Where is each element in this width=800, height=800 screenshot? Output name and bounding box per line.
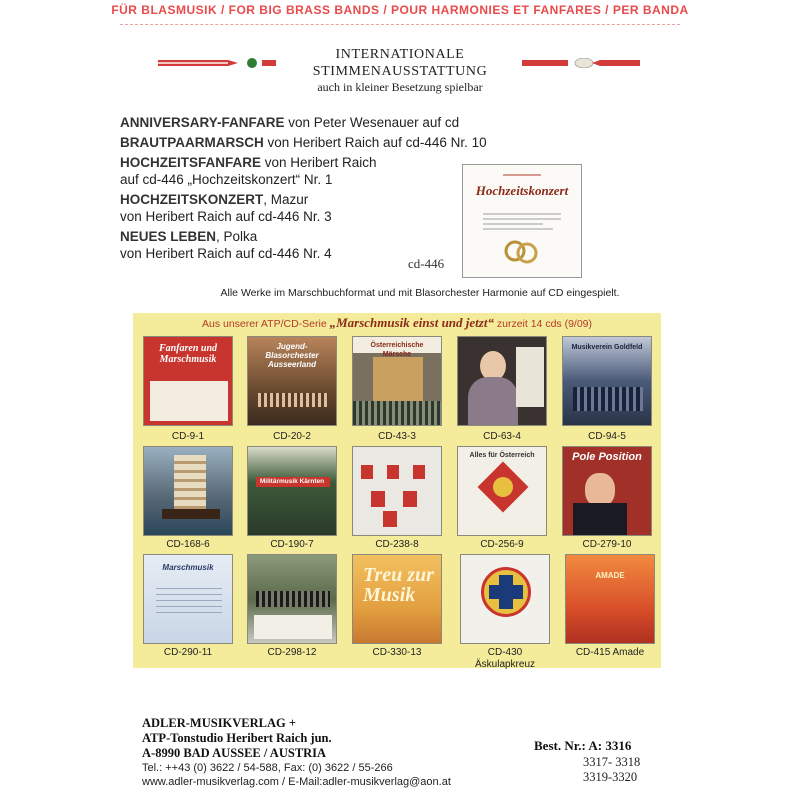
cd-label: CD-190-7 <box>270 539 314 550</box>
web-email: www.adler-musikverlag.com / E-Mail:adler-musikverlag@aon.at <box>142 776 451 788</box>
publisher-contact <box>142 761 451 789</box>
work-title: HOCHZEITSKONZERT <box>120 192 264 207</box>
work-title: HOCHZEITSFANFARE <box>120 155 262 170</box>
wedding-rings-icon <box>463 165 581 277</box>
series-prefix: Aus unserer ATP/CD-Serie <box>201 318 327 330</box>
cd-label: CD-279-10 <box>582 539 632 550</box>
recording-note: Alle Werke im Marschbuchformat und mit Blasorchester Harmonie auf CD eingespielt. <box>220 287 620 299</box>
cd-cover[interactable] <box>352 554 442 644</box>
order-number-3: 3319-3320 <box>583 770 638 784</box>
cd-label: CD-9-1 <box>171 431 205 442</box>
series-name: „Marschmusik einst und jetzt“ <box>329 315 494 330</box>
cd-label-2: Äskulapkreuz <box>474 659 536 670</box>
cd-series-header <box>133 315 661 331</box>
heading-line-1: INTERNATIONALE <box>335 47 465 62</box>
work-detail-line-2: auf cd-446 „Hochzeitskonzert“ Nr. 1 <box>120 172 333 187</box>
cd-label: CD-256-9 <box>480 539 524 550</box>
work-item <box>120 134 560 151</box>
work-detail: von Heribert Raich <box>261 155 377 170</box>
work-title: NEUES LEBEN <box>120 229 217 244</box>
cd-cover-title: Alles für Österreich <box>469 452 535 459</box>
cd-cover[interactable] <box>562 336 652 426</box>
top-banner: FÜR BLASMUSIK / FOR BIG BRASS BANDS / POUR HARMONIES ET FANFARES / PER BANDA <box>111 3 689 17</box>
heading-line-3: auch in kleiner Besetzung spielbar <box>317 80 483 94</box>
heading-line-2: STIMMENAUSSTATTUNG <box>312 64 488 79</box>
featured-cd-title: Hochzeitskonzert <box>475 183 569 198</box>
cd-label: CD-430 <box>487 647 523 658</box>
cd-label: CD-415 Amade <box>575 647 645 658</box>
work-item <box>120 114 560 131</box>
cd-label: CD-298-12 <box>267 647 317 658</box>
cd-label: CD-168-6 <box>166 539 210 550</box>
work-detail: von Peter Wesenauer auf cd <box>284 115 460 130</box>
work-title: BRAUTPAARMARSCH <box>120 135 264 150</box>
work-detail: von Heribert Raich auf cd-446 Nr. 10 <box>263 135 487 150</box>
cd-cover[interactable] <box>352 336 442 426</box>
featured-cd-cover <box>462 164 582 278</box>
work-title: ANNIVERSARY-FANFARE <box>120 115 285 130</box>
cd-cover-title: Treu zur Musik <box>363 564 434 606</box>
cd-cover[interactable] <box>143 446 233 536</box>
cd-cover[interactable] <box>457 446 547 536</box>
work-detail-line-2: von Heribert Raich auf cd-446 Nr. 4 <box>120 246 332 261</box>
order-number: Best. Nr.: A: 3316 <box>534 738 632 753</box>
publisher-name: ADLER-MUSIKVERLAG + <box>142 716 297 730</box>
cd-cover[interactable] <box>460 554 550 644</box>
featured-cd-label: cd-446 <box>408 256 445 271</box>
cd-cover-title: Fanfaren und Marschmusik <box>158 343 218 365</box>
cd-cover[interactable] <box>143 554 233 644</box>
cd-label: CD-94-5 <box>588 431 626 442</box>
cd-label: CD-238-8 <box>375 539 419 550</box>
cd-cover[interactable] <box>562 446 652 536</box>
cd-label: CD-63-4 <box>483 431 521 442</box>
cd-label: CD-330-13 <box>372 647 422 658</box>
studio-name: ATP-Tonstudio Heribert Raich jun. <box>142 731 332 745</box>
cd-cover[interactable] <box>247 336 337 426</box>
cd-cover-title: Musikverein Goldfeld <box>571 344 643 351</box>
cd-cover-title: Österreichische Märsche <box>370 342 424 358</box>
order-numbers-more <box>583 755 640 785</box>
publisher-address <box>142 716 332 761</box>
cd-cover-title: AMADE <box>595 571 625 580</box>
cd-cover-title: Pole Position <box>572 451 642 463</box>
cd-label: CD-20-2 <box>273 431 311 442</box>
cd-cover[interactable] <box>352 446 442 536</box>
order-number-2: 3317- 3318 <box>583 755 641 769</box>
banner-divider <box>120 24 680 25</box>
cd-cover[interactable] <box>457 336 547 426</box>
cd-cover[interactable] <box>143 336 233 426</box>
cd-cover[interactable] <box>247 554 337 644</box>
cd-cover[interactable] <box>247 446 337 536</box>
cd-cover[interactable] <box>565 554 655 644</box>
work-detail-line-2: von Heribert Raich auf cd-446 Nr. 3 <box>120 209 332 224</box>
cd-cover-title: Militärmusik Kärnten <box>259 478 325 485</box>
phone-fax: Tel.: ++43 (0) 3622 / 54-588, Fax: (0) 3622 / 55-266 <box>142 762 393 774</box>
series-suffix: zurzeit 14 cds (9/09) <box>496 318 593 330</box>
publisher-city: A-8990 BAD AUSSEE / AUSTRIA <box>142 746 327 760</box>
section-heading <box>250 46 550 95</box>
cd-cover-title: Jugend-Blasorchester Ausseerland <box>265 342 319 369</box>
cd-cover-title: Marschmusik <box>162 563 214 572</box>
cd-label: CD-290-11 <box>163 647 213 658</box>
work-detail: , Polka <box>216 229 258 244</box>
cd-label: CD-43-3 <box>378 431 416 442</box>
work-detail: , Mazur <box>263 192 309 207</box>
